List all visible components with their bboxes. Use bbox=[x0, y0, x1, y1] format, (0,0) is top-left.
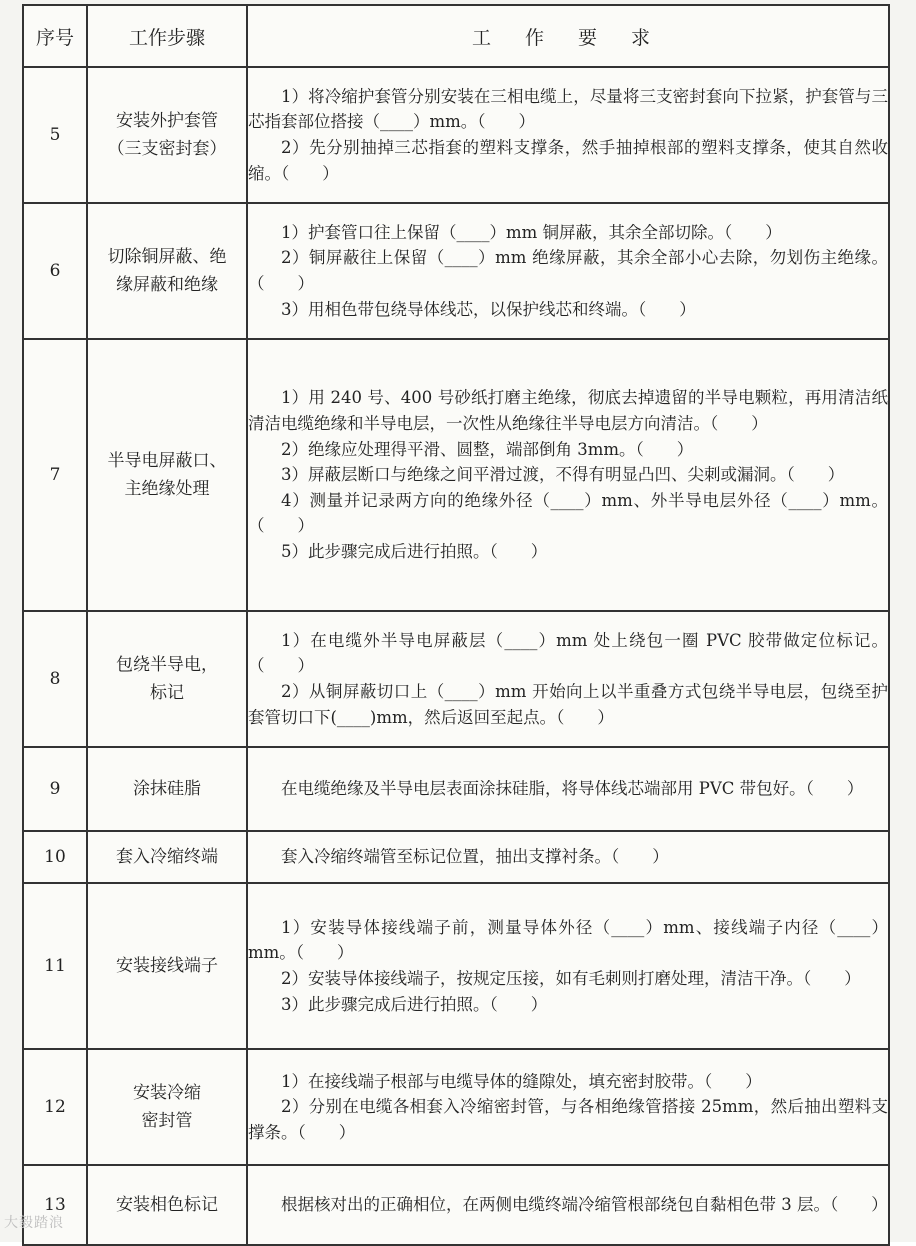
step-name bbox=[87, 831, 247, 883]
requirement-item: 3）屏蔽层断口与绝缘之间平滑过渡，不得有明显凸凹、尖刺或漏洞。（ ） bbox=[281, 465, 845, 485]
step-number: 7 bbox=[23, 339, 87, 611]
table-row bbox=[23, 1165, 889, 1245]
requirement-item: 2）从铜屏蔽切口上（____）mm 开始向上以半重叠方式包绕半导电层，包绕至护套管切口下(____)mm，然后返回至起点。（ ） bbox=[248, 682, 888, 727]
requirement-item: 1）在电缆外半导电屏蔽层（____）mm 处上绕包一圈 PVC 胶带做定位标记。（ ） bbox=[248, 630, 888, 676]
step-name-line: 缘屏蔽和绝缘 bbox=[116, 275, 218, 295]
step-number: 10 bbox=[23, 831, 87, 883]
step-requirements bbox=[247, 1165, 889, 1245]
requirement-item: 3）用相色带包绕导体线芯，以保护线芯和终端。（ ） bbox=[281, 299, 696, 319]
requirement-item: 3）此步骤完成后进行拍照。（ ） bbox=[281, 994, 548, 1014]
step-name-line: 半导电屏蔽口、 bbox=[107, 451, 227, 471]
table-row bbox=[23, 1049, 889, 1165]
step-name-line: 套入冷缩终端 bbox=[116, 847, 218, 867]
step-name-line: 主绝缘处理 bbox=[124, 479, 210, 499]
header-requirements-label: 工 作 要 求 bbox=[471, 26, 665, 49]
requirement-item: 1）安装导体接线端子前，测量导体外径（____）mm、接线端子内径（____）mm。（ ） bbox=[248, 917, 888, 963]
requirement-item: 套入冷缩终端管至标记位置，抽出支撑衬条。（ ） bbox=[281, 847, 669, 867]
requirement-item: 2）先分别抽掉三芯指套的塑料支撑条，然手抽掉根部的塑料支撑条，使其自然收缩。（ ） bbox=[248, 138, 888, 183]
table-row bbox=[23, 203, 889, 339]
step-requirements bbox=[247, 203, 889, 339]
step-number: 11 bbox=[23, 883, 87, 1049]
requirement-item: 4）测量并记录两方向的绝缘外径（____）mm、外半导电层外径（____）mm。（ ） bbox=[248, 490, 888, 536]
step-number: 13 bbox=[23, 1165, 87, 1245]
step-name-line: 涂抹硅脂 bbox=[133, 779, 201, 799]
step-name bbox=[87, 611, 247, 747]
requirement-item: 1）将冷缩护套管分别安装在三相电缆上，尽量将三支密封套向下拉紧，护套管与三芯指套部位搭接（____）mm。（ ） bbox=[248, 86, 888, 132]
table-row bbox=[23, 339, 889, 611]
requirement-item: 根据核对出的正确相位，在两侧电缆终端冷缩管根部绕包自黏相色带 3 层。（ ） bbox=[281, 1195, 888, 1215]
step-name-line: （三支密封套） bbox=[107, 139, 227, 159]
requirement-item: 2）铜屏蔽往上保留（____）mm 绝缘屏蔽，其余全部小心去除，勿划伤主绝缘。（ ） bbox=[248, 248, 888, 293]
step-name bbox=[87, 339, 247, 611]
requirement-item: 1）用 240 号、400 号砂纸打磨主绝缘，彻底去掉遗留的半导电颗粒，再用清洁纸清洁电缆绝缘和半导电层，一次性从绝缘往半导电层方向清洁。（ ） bbox=[248, 388, 888, 434]
step-name-line: 安装相色标记 bbox=[116, 1195, 218, 1215]
step-name-line: 包绕半导电， bbox=[116, 655, 218, 675]
step-name bbox=[87, 747, 247, 831]
step-name bbox=[87, 203, 247, 339]
table-body bbox=[23, 67, 889, 1245]
step-number: 9 bbox=[23, 747, 87, 831]
table-row bbox=[23, 747, 889, 831]
watermark: 大毅踏浪 bbox=[4, 1215, 64, 1231]
table-row bbox=[23, 883, 889, 1049]
table-row bbox=[23, 67, 889, 203]
requirement-item: 1）护套管口往上保留（____）mm 铜屏蔽，其余全部切除。（ ） bbox=[281, 222, 782, 242]
step-requirements bbox=[247, 747, 889, 831]
requirement-item: 2）分别在电缆各相套入冷缩密封管，与各相绝缘管搭接 25mm，然后抽出塑料支撑条。（ ） bbox=[248, 1097, 888, 1142]
step-name bbox=[87, 1049, 247, 1165]
step-number: 6 bbox=[23, 203, 87, 339]
table-row bbox=[23, 611, 889, 747]
step-requirements bbox=[247, 611, 889, 747]
step-name-line: 安装冷缩 bbox=[133, 1083, 201, 1103]
step-requirements bbox=[247, 1049, 889, 1165]
step-requirements bbox=[247, 883, 889, 1049]
step-number: 12 bbox=[23, 1049, 87, 1165]
requirement-item: 2）绝缘应处理得平滑、圆整，端部倒角 3mm。（ ） bbox=[281, 439, 694, 459]
work-steps-table bbox=[22, 4, 890, 1246]
requirement-item: 2）安装导体接线端子，按规定压接，如有毛刺则打磨处理，清洁干净。（ ） bbox=[281, 969, 861, 988]
step-name-line: 安装外护套管 bbox=[116, 111, 218, 131]
step-requirements bbox=[247, 831, 889, 883]
header-num: 序号 bbox=[23, 5, 87, 67]
step-name bbox=[87, 67, 247, 203]
step-name-line: 安装接线端子 bbox=[116, 956, 218, 976]
requirement-item: 5）此步骤完成后进行拍照。（ ） bbox=[281, 541, 548, 561]
table-header-row bbox=[23, 5, 889, 67]
step-requirements bbox=[247, 67, 889, 203]
step-name-line: 标记 bbox=[150, 683, 184, 703]
step-name bbox=[87, 883, 247, 1049]
header-step: 工作步骤 bbox=[87, 5, 247, 67]
step-name-line: 切除铜屏蔽、绝 bbox=[107, 247, 227, 267]
requirement-item: 在电缆绝缘及半导电层表面涂抹硅脂，将导体线芯端部用 PVC 带包好。（ ） bbox=[281, 779, 864, 799]
step-number: 5 bbox=[23, 67, 87, 203]
step-name bbox=[87, 1165, 247, 1245]
header-requirements bbox=[247, 5, 889, 67]
requirement-item: 1）在接线端子根部与电缆导体的缝隙处，填充密封胶带。（ ） bbox=[281, 1071, 762, 1091]
table-row bbox=[23, 831, 889, 883]
step-requirements bbox=[247, 339, 889, 611]
step-number: 8 bbox=[23, 611, 87, 747]
step-name-line: 密封管 bbox=[141, 1111, 193, 1131]
